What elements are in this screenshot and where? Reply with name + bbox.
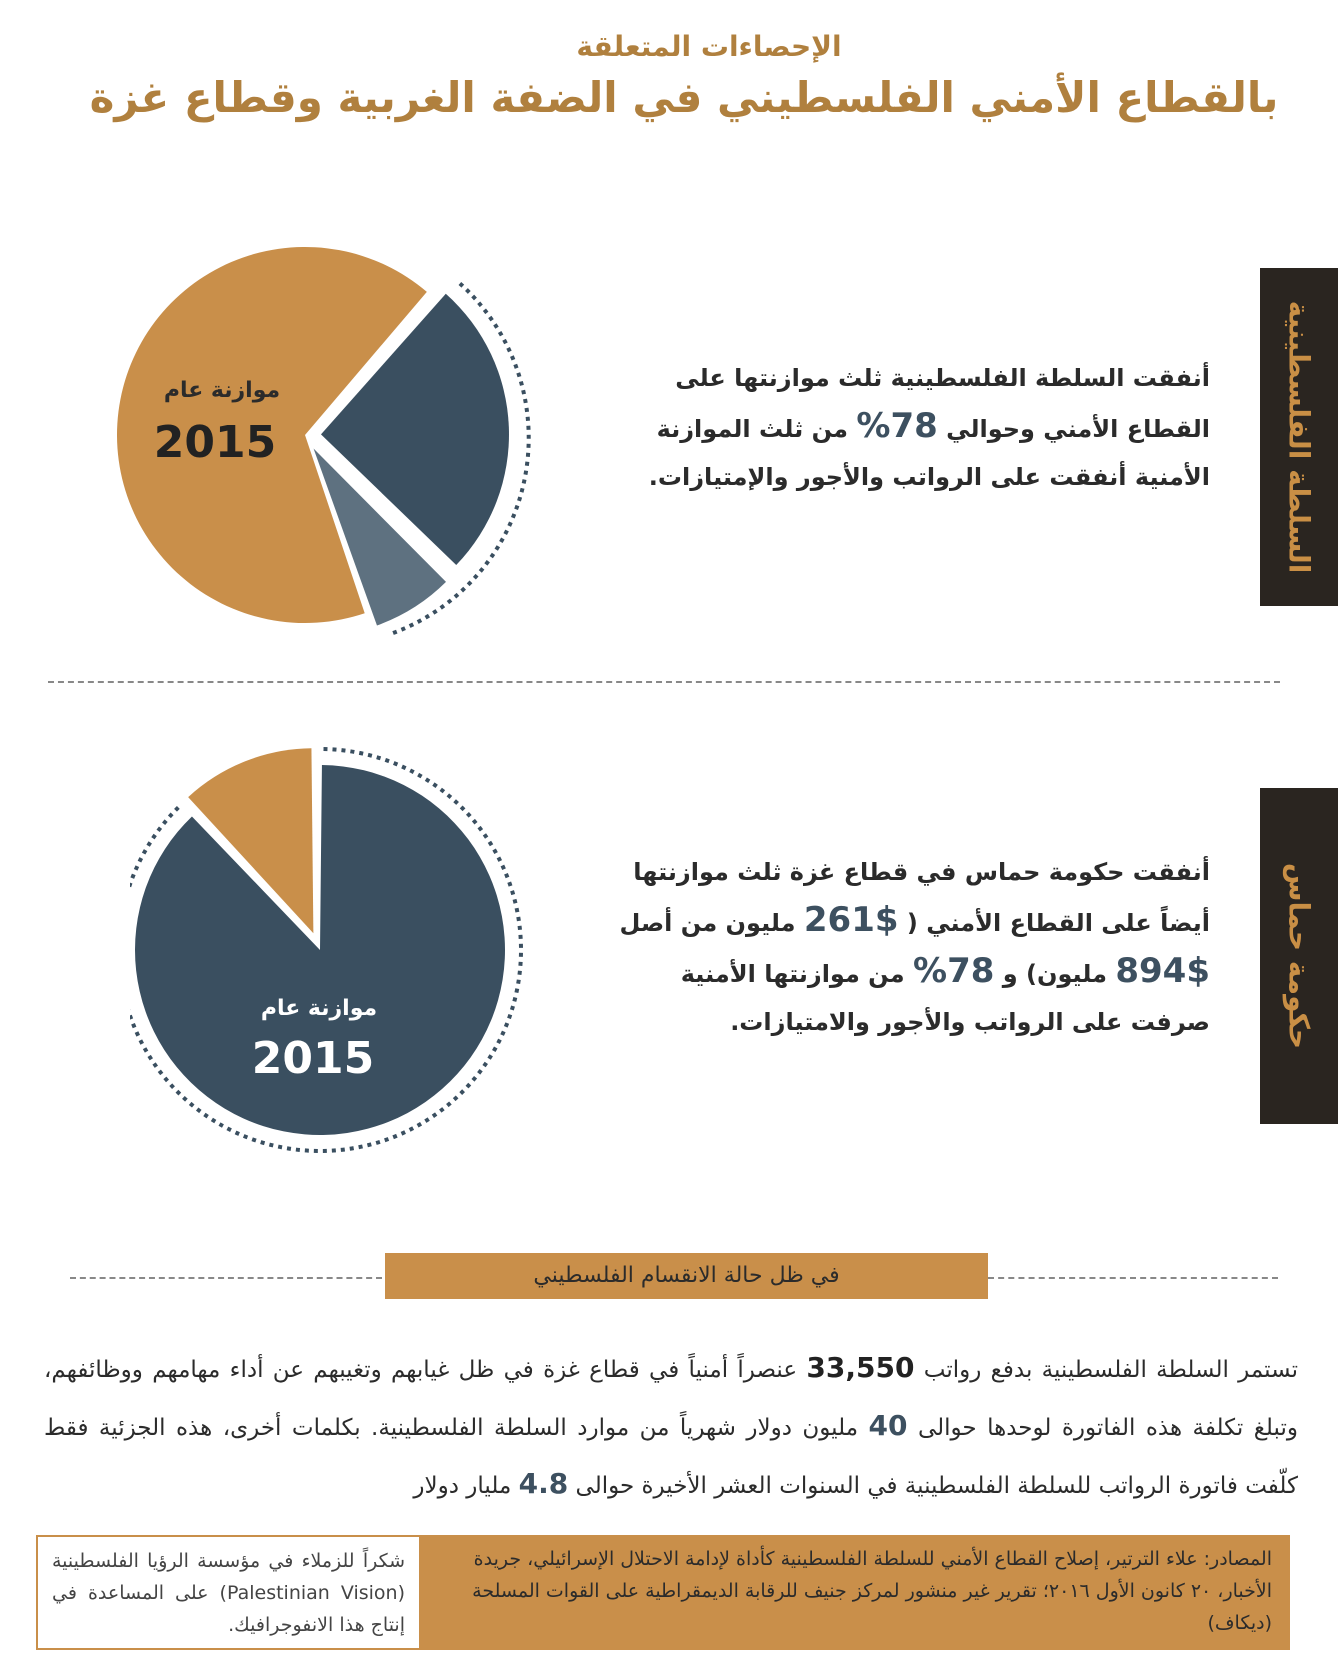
body-part-3: مليون دولار شهرياً من موارد السلطة الفلسطينية. بكلمات أخرى، هذه الجزئية فقط كلّفت فاتورة الرواتب للسلطة الفلسطينية في السنوات العشر الأخيرة حوالى xyxy=(44,1415,1298,1499)
pie-chart-hamas xyxy=(130,735,550,1175)
hamas-line-4: صرفت على الرواتب والأجور والامتيازات. xyxy=(730,1008,1210,1036)
hamas-line-2b: مليون من أصل xyxy=(619,909,796,937)
pa-line-2a: القطاع الأمني وحوالي xyxy=(946,415,1210,443)
body-num-4-8: 4.8 xyxy=(518,1467,569,1500)
hamas-line-3b: من موازنتها الأمنية xyxy=(680,960,905,988)
body-num-33550: 33,550 xyxy=(806,1351,915,1384)
pa-line-2 xyxy=(570,402,1210,453)
divider-1 xyxy=(48,681,1280,683)
hamas-amount-894: 894$ xyxy=(1115,951,1210,991)
pie1-title: موازنة عام xyxy=(163,378,281,403)
body-part-1: تستمر السلطة الفلسطينية بدفع رواتب xyxy=(923,1357,1299,1383)
hamas-amount-261: $261 xyxy=(803,900,899,940)
body-paragraph xyxy=(44,1340,1298,1514)
pie-chart-pa xyxy=(105,235,545,655)
header xyxy=(0,30,1338,122)
pa-line-3: الأمنية أنفقت على الرواتب والأجور والإمتيازات. xyxy=(648,463,1210,491)
hamas-text xyxy=(570,848,1210,1046)
title-top: الإحصاءات المتعلقة xyxy=(576,30,842,63)
side-tab-label: السلطة الفلسطينية xyxy=(1282,300,1316,574)
hamas-line-3 xyxy=(570,947,1210,998)
body-num-40: 40 xyxy=(868,1409,908,1442)
sources-box: المصادر: علاء الترتير، إصلاح القطاع الأمني للسلطة الفلسطينية كأداة لإدامة الاحتلال الإسرائيلي، جريدة الأخبار، ٢٠ كانون الأول ٢٠١٦؛ تقرير غير منشور لمركز جنيف للرقابة الديمقراطية على القوات المسلحة (ديكاف) xyxy=(418,1535,1290,1650)
page-title: بالقطاع الأمني الفلسطيني في الضفة الغربية وقطاع غزة xyxy=(89,73,1279,122)
hamas-pct: 78% xyxy=(913,951,995,991)
hamas-line-1: أنفقت حكومة حماس في قطاع غزة ثلث موازنتها xyxy=(633,858,1210,886)
hamas-line-2 xyxy=(570,896,1210,947)
side-tab-hamas xyxy=(1260,788,1338,1124)
pa-line-2b: من ثلث الموازنة xyxy=(656,415,849,443)
body-part-4: مليار دولار xyxy=(413,1473,512,1499)
section-band: في ظل حالة الانقسام الفلسطيني xyxy=(385,1253,988,1299)
divider-2-left xyxy=(70,1277,382,1279)
pie2-year: 2015 xyxy=(251,1033,375,1084)
side-tab-label: حكومة حماس xyxy=(1282,862,1316,1050)
hamas-line-3a: مليون) و xyxy=(1002,960,1107,988)
pa-text xyxy=(570,354,1210,501)
pa-pct: 78% xyxy=(856,406,938,446)
body-part-2: عنصراً أمنياً في قطاع غزة في ظل غيابهم وتغيبهم عن أداء مهامهم ووظائفهم، وتبلغ تكلفة هذه الفاتورة لوحدها حوالى xyxy=(44,1357,1298,1441)
thanks-box: شكراً للزملاء في مؤسسة الرؤيا الفلسطينية (Palestinian Vision) على المساعدة في إنتاج هذا الانفوجرافيك. xyxy=(36,1535,421,1650)
divider-2-right xyxy=(988,1277,1278,1279)
pa-line-1: أنفقت السلطة الفلسطينية ثلث موازنتها على xyxy=(675,364,1210,392)
hamas-line-2a: أيضاً على القطاع الأمني ( xyxy=(906,909,1210,937)
side-tab-palestinian-authority xyxy=(1260,268,1338,606)
pie2-title: موازنة عام xyxy=(260,996,378,1021)
pie1-year: 2015 xyxy=(153,417,277,468)
